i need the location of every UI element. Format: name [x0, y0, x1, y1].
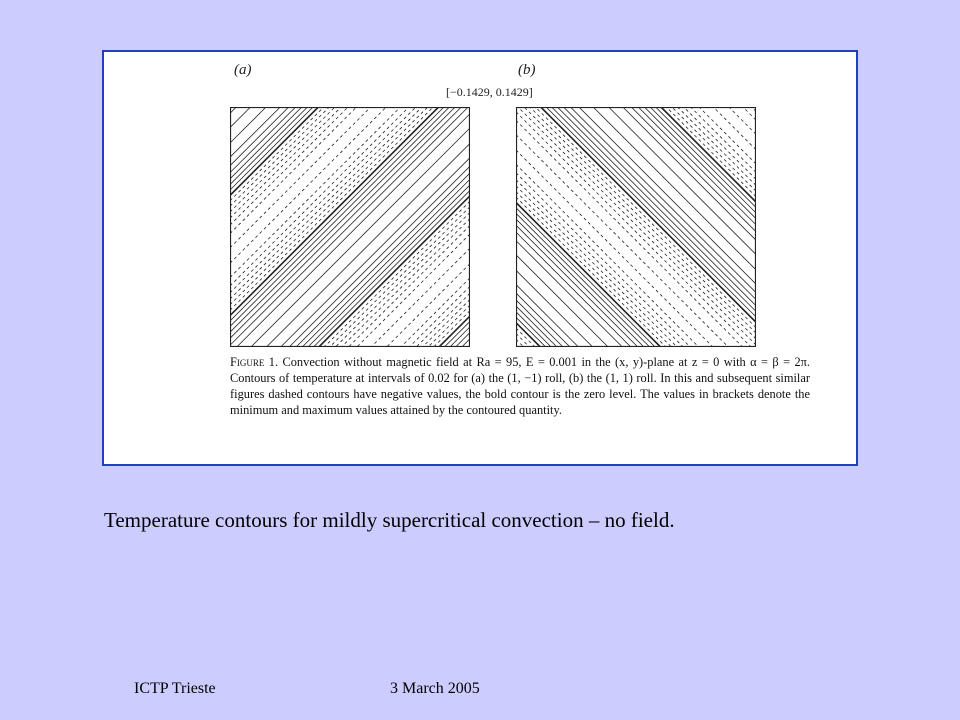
plot-b-contour-line: [729, 107, 756, 134]
contour-plot-a: [230, 107, 470, 347]
plot-a-contour-line: [387, 264, 470, 347]
plot-b-contour-line: [638, 107, 756, 225]
plot-b-contour-line: [516, 270, 593, 347]
plot-a-contour-line: [357, 234, 470, 347]
plot-a-contour-line: [230, 107, 313, 190]
plot-b-contour-line: [684, 107, 756, 179]
plot-a-contour-line: [409, 286, 470, 347]
plot-a-contour-line: [281, 158, 470, 347]
plot-a-contour-line: [230, 107, 444, 321]
plot-b-contour-line: [672, 107, 756, 191]
plot-a-contour-line: [251, 128, 470, 347]
plot-a-contour-line: [434, 311, 470, 347]
plot-a-contour-line: [450, 327, 470, 347]
plot-a-contour-line: [416, 293, 470, 347]
plot-b-frame: [517, 108, 756, 347]
plot-a-contour-line: [444, 321, 470, 347]
plot-a-contour-line: [230, 107, 329, 206]
figure-caption: [230, 354, 810, 418]
plot-b-contour-line: [516, 213, 650, 347]
footer-right: 3 March 2005: [390, 680, 480, 697]
plot-b-contour-line: [743, 107, 756, 120]
slide-description: Temperature contours for mildly supercritical convection – no field.: [104, 508, 675, 532]
plot-a-contour-line: [324, 201, 470, 347]
plot-a-contour-line: [230, 107, 371, 248]
plot-b-contour-line: [570, 107, 756, 293]
panel-b-range: [−0.1429, 0.1429]: [446, 85, 533, 99]
plot-b-contour-line: [516, 186, 677, 347]
plot-a-contour-line: [230, 107, 416, 293]
figure-box: [102, 50, 858, 466]
plot-a-contour-line: [401, 278, 470, 347]
plot-a-contour-line: [230, 107, 386, 263]
plot-a-contour-line: [428, 305, 470, 347]
footer-left: ICTP Trieste: [134, 680, 216, 697]
panel-b-label: (b): [518, 62, 536, 78]
plot-b-contour-line: [699, 107, 756, 164]
plot-b-contour-line: [516, 255, 608, 347]
panel-a-label: (a): [234, 62, 252, 78]
plot-b-contour-line: [650, 107, 756, 213]
plot-b-contour-line: [518, 107, 756, 345]
plot-a-contour-line: [230, 107, 280, 157]
plot-a-contour-line: [230, 107, 318, 195]
plot-a-contour-line: [230, 107, 266, 143]
plot-b-contour-line: [579, 107, 756, 284]
plot-a-contour-line: [302, 179, 470, 347]
plot-a-contour-line: [456, 333, 470, 347]
plot-b-contour-line: [516, 135, 728, 347]
plot-a-contour-line: [230, 107, 433, 310]
plot-a-contour-line: [230, 107, 409, 286]
plot-b-contour-line: [516, 300, 563, 347]
plot-a-contour-line: [230, 107, 428, 305]
plot-b-contour-line: [623, 107, 756, 240]
plot-b-contour-line: [656, 107, 756, 207]
plot-b-contour-line: [516, 208, 655, 347]
plot-b-contour-line: [516, 339, 524, 347]
plot-b-contour-line: [516, 197, 666, 347]
plot-b-contour-line: [516, 219, 644, 347]
plot-b-contour-line: [661, 107, 756, 202]
plot-a-contour-line: [230, 107, 289, 166]
plot-b-contour-line: [516, 225, 638, 347]
plot-b-contour-line: [516, 180, 683, 347]
plot-b-contour-line: [541, 107, 756, 322]
plot-b-contour-line: [516, 173, 690, 347]
plot-b-contour-line: [546, 107, 756, 317]
plot-b-contour-line: [516, 202, 661, 347]
plot-b-contour-line: [516, 164, 699, 347]
plot-b-contour-line: [631, 107, 756, 232]
plot-b-contour-line: [516, 328, 535, 347]
plot-b-contour-line: [516, 306, 557, 347]
plot-a-contour-line: [230, 107, 422, 299]
figure-caption-tag: Figure 1.: [230, 355, 279, 369]
plot-a-contour-line: [230, 107, 439, 316]
plot-a-contour-line: [230, 107, 455, 332]
plot-b-contour-line: [516, 334, 529, 347]
figure-caption-text: Convection without magnetic field at Ra = 95, E = 0.001 in the (x, y)-plane at z = 0 with α = β = 2π. Contours of temperature at intervals of 0.02 for (a) the (1, −1) roll, (b) the (1, 1) roll. In this and subsequent similar figures dashed contours have negative values, the bold contour is the zero level. The values in brackets denote the minimum and maximum values attained by the contoured quantity.: [230, 355, 810, 417]
plot-b-contour-line: [557, 107, 756, 306]
contour-plot-b: [516, 107, 756, 347]
plot-a-contour-line: [230, 107, 302, 179]
plot-a-contour-line: [230, 107, 348, 225]
plot-a-contour-line: [335, 212, 470, 347]
